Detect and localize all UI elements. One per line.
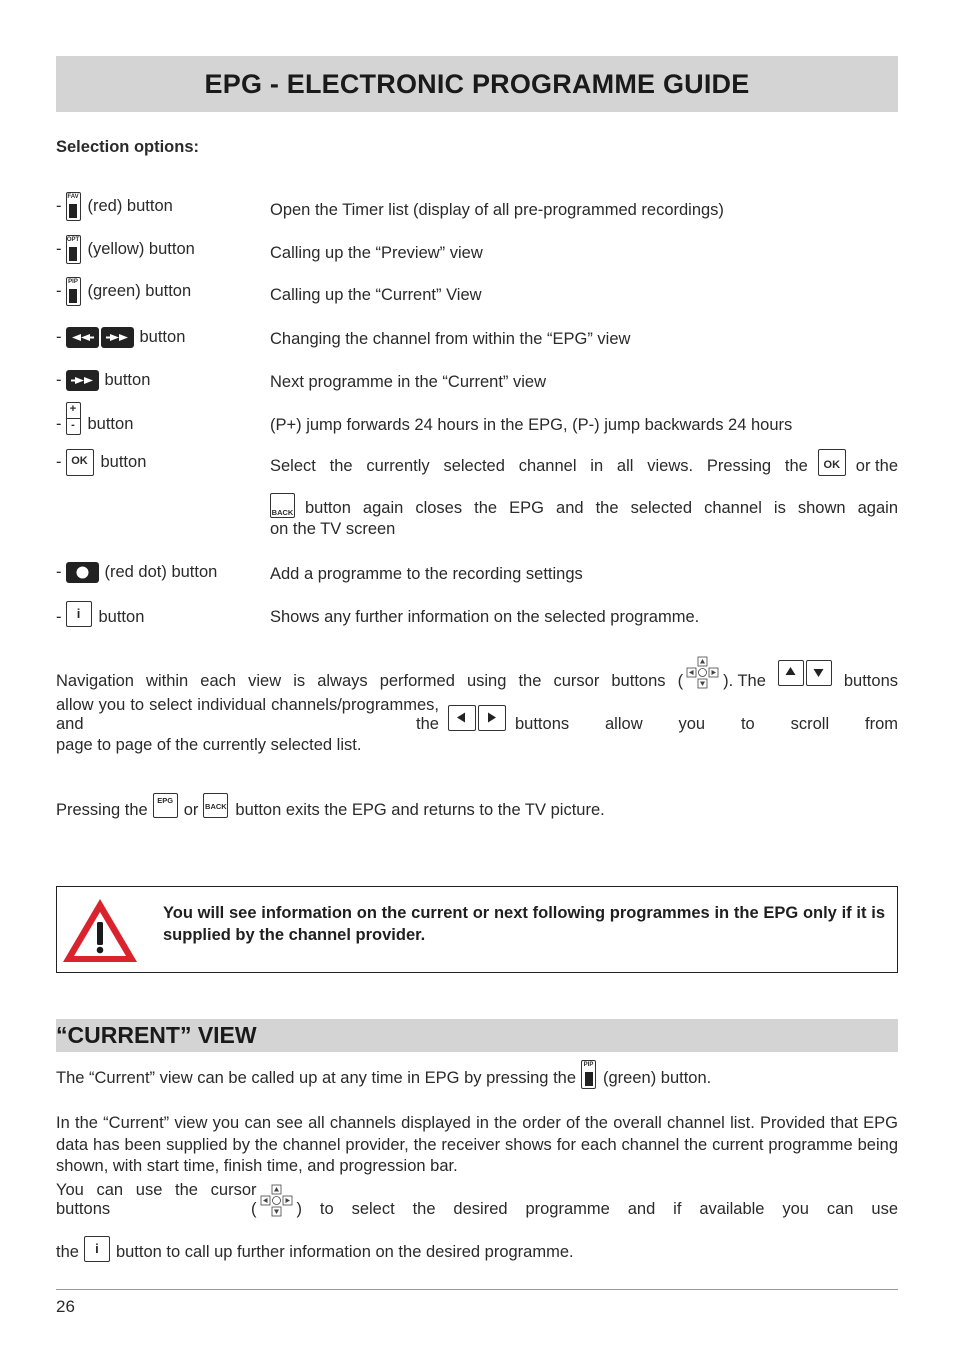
- left-key-icon: [448, 705, 476, 731]
- exit-paragraph: Pressing the EPG or BACK button exits the EPG and returns to the TV picture.: [56, 793, 605, 821]
- selection-row-pip: - PIP (green) button Calling up the “Current” View: [56, 277, 898, 309]
- opt-key-icon: OPT: [66, 235, 81, 264]
- up-key-icon: [778, 660, 804, 686]
- info-key-icon: i: [66, 601, 92, 627]
- fav-button-text: (red) button: [87, 197, 173, 215]
- selection-row-record: - (red dot) button Add a programme to the recording settings: [56, 562, 898, 586]
- ok-description-b: or the: [855, 456, 898, 475]
- cursor-pad-icon: [684, 656, 722, 692]
- selection-row-info: - i button Shows any further information on the selected programme.: [56, 601, 898, 629]
- program-description: (P+) jump forwards 24 hours in the EPG, (P-) jump backwards 24 hours: [270, 416, 793, 434]
- pip-button-text: (green) button: [87, 282, 192, 300]
- right-key-icon: [478, 705, 506, 731]
- warning-box: [56, 886, 898, 973]
- pip-description: Calling up the “Current” View: [270, 286, 482, 304]
- rew-ff-button-text: button: [139, 328, 186, 346]
- epg-key-icon: EPG: [153, 793, 178, 818]
- opt-button-text: (yellow) button: [87, 240, 195, 258]
- program-up-down-key-icon: + -: [66, 402, 81, 435]
- current-view-p2: In the “Current” view you can see all channels displayed in the order of the overall channel list. Provided that EPG data has been supplied by the channel provider, the receiver shows for each channel the current programme being shown, with start time, finish time, and progression bar.: [56, 1114, 898, 1175]
- info-button-text: button: [98, 607, 145, 626]
- ok-description-d: on the TV screen: [270, 520, 396, 538]
- rew-ff-description: Changing the channel from within the “EPG” view: [270, 330, 631, 348]
- selection-row-ok: - OK button Select the currently selected channel in all views. Pressing the OK or the BACK button again closes the EPG and the selected channel is shown again on the TV screen: [56, 449, 898, 545]
- footer-divider: [56, 1289, 898, 1290]
- selection-row-program: - + - button (P+) jump forwards 24 hours in the EPG, (P-) jump backwards 24 hours: [56, 402, 898, 436]
- current-view-p4: the i button to call up further information on the desired programme.: [56, 1236, 574, 1263]
- current-view-heading: “CURRENT” VIEW: [56, 1022, 257, 1048]
- record-description: Add a programme to the recording settings: [270, 565, 583, 583]
- ok-key-inline-icon: OK: [818, 449, 846, 476]
- fav-description: Open the Timer list (display of all pre-programmed recordings): [270, 201, 724, 219]
- warning-triangle-icon: [60, 895, 140, 965]
- selection-row-rew-ff: - button Changing the channel from within the “EPG” view: [56, 327, 898, 351]
- ok-description-a: Select the currently selected channel in all views. Pressing the: [270, 456, 808, 475]
- pip-key-inline-icon: PIP: [581, 1060, 596, 1089]
- selection-row-fav: [56, 192, 898, 224]
- info-key-inline-icon: i: [84, 1236, 110, 1262]
- opt-description: Calling up the “Preview” view: [270, 244, 483, 262]
- cursor-pad-icon: [258, 1184, 296, 1220]
- selection-row-opt: - OPT (yellow) button Calling up the “Preview” view: [56, 235, 898, 267]
- back-key-icon: BACK: [270, 493, 295, 518]
- page-number: 26: [56, 1297, 75, 1316]
- rewind-key-icon: [66, 327, 99, 348]
- navigation-paragraph: Navigation within each view is always performed using the cursor buttons ( ). The buttons allow you to select individual channels/programmes, and the buttons allow you to scroll from page to page of the currently selected list.: [56, 656, 898, 756]
- current-view-p1: The “Current” view can be called up at any time in EPG by pressing the PIP (green) button.: [56, 1062, 712, 1087]
- record-button-text: (red dot) button: [104, 563, 218, 581]
- selection-row-ff: - button Next programme in the “Current” view: [56, 370, 898, 394]
- ok-button-text: button: [100, 453, 147, 471]
- record-key-icon: [66, 562, 99, 583]
- back-key-exit-icon: BACK: [203, 793, 228, 818]
- forward-key-icon: [66, 370, 99, 391]
- ok-key-icon: OK: [66, 449, 94, 476]
- pip-key-icon: PIP: [66, 277, 81, 306]
- selection-heading: Selection options:: [56, 138, 200, 156]
- program-button-text: button: [87, 415, 134, 433]
- info-description: Shows any further information on the selected programme.: [270, 608, 700, 626]
- warning-text: You will see information on the current or next following programmes in the EPG only if it is supplied by the channel provider.: [163, 904, 885, 944]
- ok-description-c: button again closes the EPG and the selected channel is shown again: [305, 498, 898, 517]
- current-view-heading-bar: [56, 1019, 898, 1052]
- page-title: EPG - ELECTRONIC PROGRAMME GUIDE: [204, 68, 750, 99]
- fav-key-icon: FAV: [66, 192, 81, 221]
- fast-forward-key-icon: [101, 327, 134, 348]
- ff-description: Next programme in the “Current” view: [270, 373, 547, 391]
- ff-button-text: button: [104, 371, 151, 389]
- current-view-p3: You can use the cursor buttons ( ) to select the desired programme and if available you can use: [56, 1181, 898, 1218]
- down-key-icon: [806, 660, 832, 686]
- page-title-bar: [56, 56, 898, 112]
- row-dash: -: [56, 197, 62, 215]
